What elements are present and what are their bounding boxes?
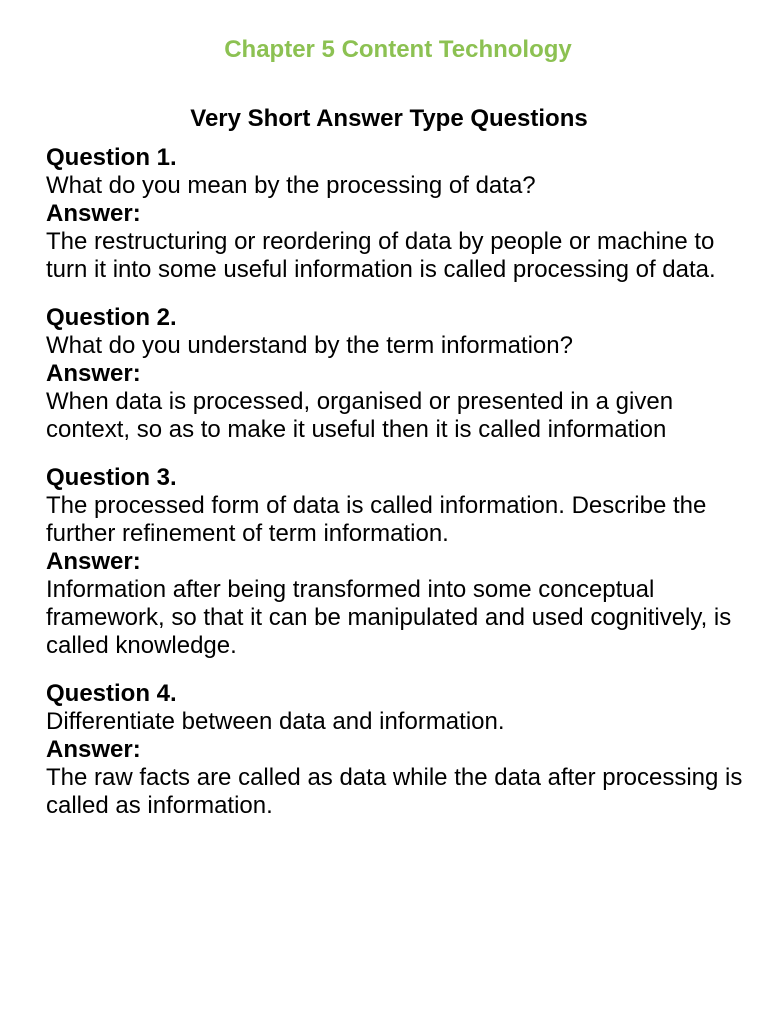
qa-item-4 [46,680,746,820]
qa-list [46,144,746,840]
qa-item-1 [46,144,746,284]
question-label: Question 2. [46,304,177,331]
answer-label: Answer: [46,548,141,575]
qa-item-2 [46,304,746,444]
question-label: Question 3. [46,464,177,491]
answer-text: The restructuring or reordering of data by people or machine to turn it into some useful information is called processing of data. [46,228,716,283]
answer-label: Answer: [46,736,141,763]
answer-text: Information after being transformed into some conceptual framework, so that it can be manipulated and used cognitively, is called knowledge. [46,576,732,659]
question-text: What do you understand by the term information? [46,332,573,359]
section-title: Very Short Answer Type Questions [190,105,588,132]
chapter-title: Chapter 5 Content Technology [224,36,572,63]
question-label: Question 4. [46,680,177,707]
answer-label: Answer: [46,360,141,387]
answer-text: The raw facts are called as data while the data after processing is called as information. [46,764,743,819]
question-text: Differentiate between data and information. [46,708,505,735]
answer-label: Answer: [46,200,141,227]
question-label: Question 1. [46,144,177,171]
question-text: The processed form of data is called information. Describe the further refinement of term information. [46,492,707,547]
qa-item-3 [46,464,746,660]
question-text: What do you mean by the processing of data? [46,172,536,199]
answer-text: When data is processed, organised or presented in a given context, so as to make it useful then it is called information [46,388,674,443]
